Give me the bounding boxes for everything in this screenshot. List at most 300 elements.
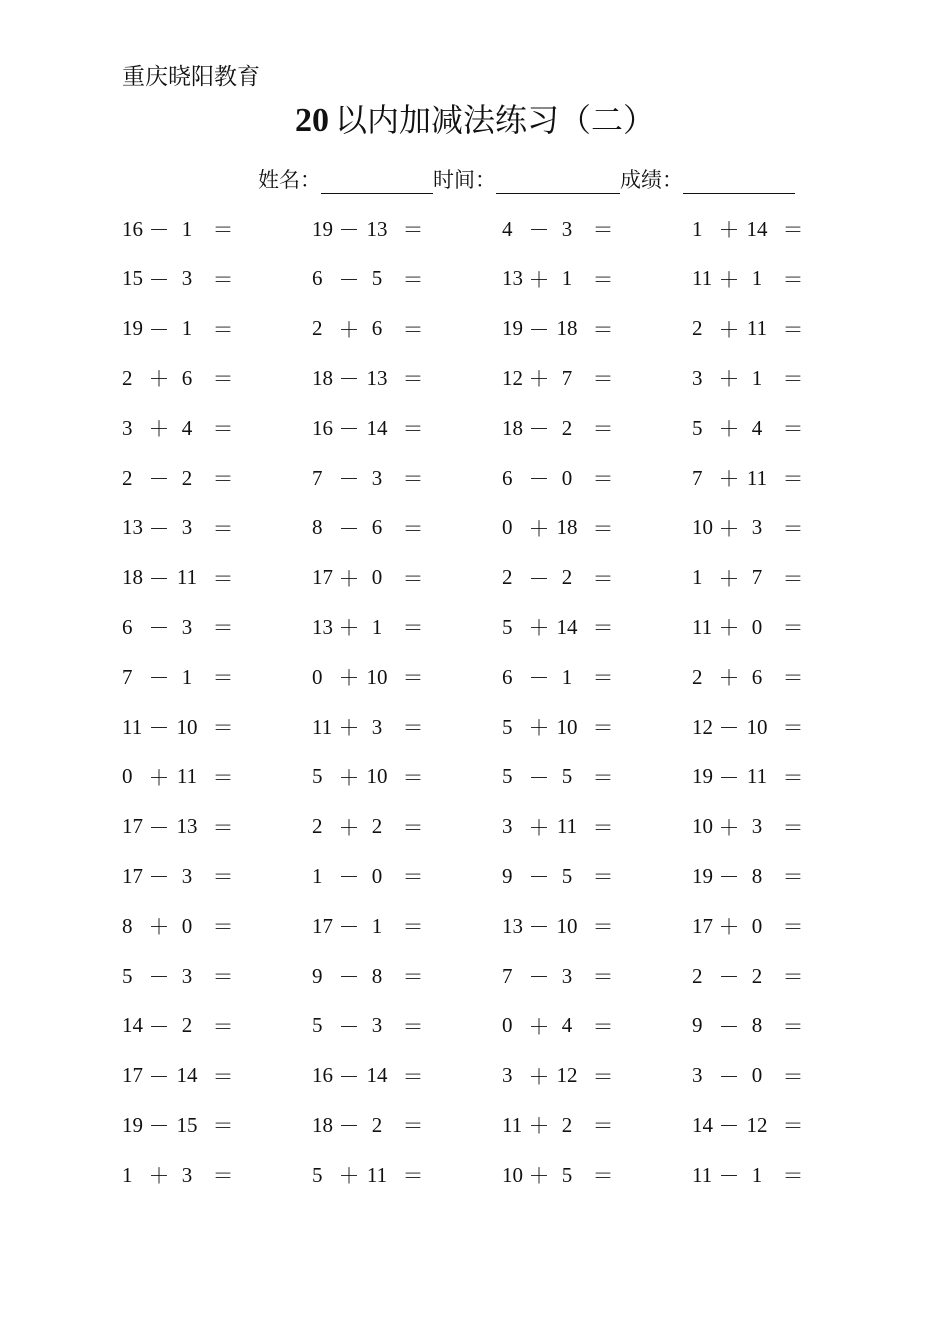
operand-b: 14 — [176, 1063, 198, 1088]
problem — [312, 809, 428, 845]
operand-b: 18 — [556, 316, 578, 341]
operator: － — [338, 417, 360, 442]
problem — [692, 211, 808, 247]
operand-b: 10 — [556, 714, 578, 739]
problem — [122, 858, 238, 894]
problem — [312, 858, 428, 894]
equals-sign: ＝ — [402, 1114, 424, 1139]
equals-sign: ＝ — [402, 566, 424, 591]
problem — [312, 609, 428, 645]
operand-b: 2 — [181, 1013, 193, 1038]
operand-a: 17 — [122, 863, 143, 888]
problem — [502, 908, 618, 944]
operator: － — [148, 516, 170, 541]
operand-a: 11 — [312, 714, 333, 739]
operand-b: 3 — [181, 614, 193, 639]
operator: － — [148, 317, 170, 342]
operand-b: 0 — [181, 913, 193, 938]
equals-sign: ＝ — [592, 267, 614, 292]
equals-sign: ＝ — [592, 915, 614, 940]
operand-a: 12 — [502, 365, 523, 390]
operand-b: 0 — [371, 863, 383, 888]
operator: ＋ — [338, 566, 360, 591]
operand-b: 13 — [366, 216, 388, 241]
equals-sign: ＝ — [402, 815, 424, 840]
operand-a: 17 — [312, 565, 333, 590]
operator: － — [148, 218, 170, 242]
problem-row — [122, 261, 882, 297]
problem-row — [122, 1008, 882, 1044]
operand-b: 1 — [751, 266, 763, 291]
problem — [502, 1107, 618, 1143]
operator: － — [718, 1164, 740, 1189]
operator: ＋ — [338, 666, 360, 691]
operator: － — [338, 467, 360, 491]
equals-sign: ＝ — [402, 516, 424, 541]
operand-b: 0 — [561, 465, 573, 490]
operand-b: 1 — [751, 1162, 763, 1187]
operand-a: 5 — [312, 1162, 323, 1187]
time-blank[interactable] — [496, 171, 620, 194]
organization-name: 重庆晓阳教育 — [122, 64, 260, 90]
operator: － — [148, 1064, 170, 1089]
operand-b: 8 — [371, 963, 383, 988]
problem — [502, 410, 618, 446]
problem — [692, 1157, 808, 1193]
operand-a: 18 — [312, 1112, 333, 1137]
operator: ＋ — [718, 915, 740, 940]
operand-a: 11 — [502, 1112, 523, 1137]
operator: － — [338, 516, 360, 541]
problem-row — [122, 858, 882, 894]
operator: ＋ — [718, 616, 740, 641]
operand-b: 14 — [556, 614, 578, 639]
title-text: 以内加减法练习（二） — [334, 101, 655, 139]
equals-sign: ＝ — [592, 218, 614, 242]
operator: ＋ — [148, 915, 170, 940]
problem — [122, 311, 238, 347]
operand-a: 0 — [312, 664, 323, 689]
problem — [692, 958, 808, 994]
equals-sign: ＝ — [592, 1164, 614, 1189]
operand-a: 7 — [692, 465, 703, 490]
operator: － — [148, 1014, 170, 1039]
operator: ＋ — [338, 716, 360, 740]
operator: － — [528, 915, 550, 940]
equals-sign: ＝ — [402, 317, 424, 342]
operand-b: 11 — [746, 764, 768, 789]
operand-a: 5 — [502, 614, 513, 639]
operator: － — [148, 566, 170, 591]
operator: ＋ — [718, 417, 740, 442]
problem-row — [122, 410, 882, 446]
operator: － — [148, 716, 170, 740]
equals-sign: ＝ — [782, 815, 804, 840]
operand-b: 0 — [371, 565, 383, 590]
operand-a: 17 — [692, 913, 713, 938]
operand-b: 1 — [371, 913, 383, 938]
operator: － — [718, 716, 740, 740]
problem — [122, 211, 238, 247]
problem-row — [122, 809, 882, 845]
problem — [502, 958, 618, 994]
problem — [122, 360, 238, 396]
operand-a: 5 — [692, 415, 703, 440]
operand-b: 6 — [371, 515, 383, 540]
operand-b: 1 — [181, 216, 193, 241]
equals-sign: ＝ — [782, 467, 804, 491]
equals-sign: ＝ — [212, 815, 234, 840]
problem — [692, 1058, 808, 1094]
problem — [122, 510, 238, 546]
problem — [312, 659, 428, 695]
problem-row — [122, 460, 882, 496]
operand-a: 15 — [122, 266, 143, 291]
operator: ＋ — [718, 666, 740, 691]
operator: － — [338, 915, 360, 940]
problem — [692, 560, 808, 596]
equals-sign: ＝ — [592, 467, 614, 491]
operator: － — [528, 566, 550, 591]
equals-sign: ＝ — [782, 516, 804, 541]
operator: － — [338, 965, 360, 989]
operator: ＋ — [718, 218, 740, 242]
operand-a: 2 — [692, 664, 703, 689]
operand-b: 4 — [561, 1013, 573, 1038]
operand-b: 12 — [556, 1063, 578, 1088]
equals-sign: ＝ — [592, 317, 614, 342]
problem — [312, 510, 428, 546]
operator: ＋ — [338, 317, 360, 342]
problem — [122, 908, 238, 944]
operand-b: 6 — [371, 316, 383, 341]
problem — [312, 759, 428, 795]
operand-a: 13 — [502, 913, 523, 938]
operand-b: 2 — [371, 1112, 383, 1137]
problem — [692, 360, 808, 396]
equals-sign: ＝ — [212, 965, 234, 989]
equals-sign: ＝ — [782, 1064, 804, 1089]
equals-sign: ＝ — [592, 1014, 614, 1039]
operator: － — [148, 1114, 170, 1139]
equals-sign: ＝ — [592, 516, 614, 541]
operator: ＋ — [718, 467, 740, 491]
problem — [692, 908, 808, 944]
equals-sign: ＝ — [782, 666, 804, 691]
problem — [312, 1008, 428, 1044]
problem — [502, 261, 618, 297]
operator: ＋ — [338, 765, 360, 790]
problem — [502, 460, 618, 496]
operand-b: 6 — [751, 664, 763, 689]
operand-b: 3 — [181, 863, 193, 888]
operand-a: 5 — [312, 1013, 323, 1038]
problem — [312, 709, 428, 745]
operand-b: 13 — [176, 814, 198, 839]
operand-a: 3 — [692, 365, 703, 390]
equals-sign: ＝ — [592, 865, 614, 890]
operand-a: 13 — [312, 614, 333, 639]
equals-sign: ＝ — [402, 1014, 424, 1039]
operator: － — [528, 467, 550, 491]
operand-a: 18 — [312, 365, 333, 390]
operand-b: 10 — [176, 714, 198, 739]
operand-a: 7 — [502, 963, 513, 988]
operand-a: 11 — [692, 614, 713, 639]
operator: ＋ — [528, 1114, 550, 1139]
operator: － — [528, 765, 550, 790]
operator: ＋ — [338, 815, 360, 840]
problem-row — [122, 1058, 882, 1094]
operand-a: 17 — [312, 913, 333, 938]
equals-sign: ＝ — [402, 367, 424, 392]
operand-b: 0 — [751, 1063, 763, 1088]
problem — [122, 1157, 238, 1193]
operand-b: 13 — [366, 365, 388, 390]
operator: － — [338, 865, 360, 890]
equals-sign: ＝ — [782, 716, 804, 740]
equals-sign: ＝ — [402, 218, 424, 242]
operator: ＋ — [528, 716, 550, 740]
problem — [502, 510, 618, 546]
operand-a: 16 — [312, 415, 333, 440]
operand-b: 5 — [561, 863, 573, 888]
equals-sign: ＝ — [212, 367, 234, 392]
equals-sign: ＝ — [782, 965, 804, 989]
equals-sign: ＝ — [212, 1164, 234, 1189]
operand-a: 19 — [312, 216, 333, 241]
equals-sign: ＝ — [592, 367, 614, 392]
problem — [312, 1107, 428, 1143]
equals-sign: ＝ — [402, 1164, 424, 1189]
operand-b: 3 — [181, 963, 193, 988]
problem-row — [122, 1107, 882, 1143]
operand-a: 14 — [122, 1013, 143, 1038]
problem — [502, 360, 618, 396]
equals-sign: ＝ — [402, 716, 424, 740]
operand-a: 19 — [692, 764, 713, 789]
operand-b: 2 — [751, 963, 763, 988]
operator: － — [148, 616, 170, 641]
operand-a: 1 — [692, 565, 703, 590]
operand-a: 2 — [122, 365, 133, 390]
operand-a: 5 — [502, 714, 513, 739]
problem — [692, 460, 808, 496]
operand-b: 11 — [366, 1162, 388, 1187]
operator: ＋ — [338, 1164, 360, 1189]
problem — [692, 261, 808, 297]
name-blank[interactable] — [321, 171, 433, 194]
operand-a: 0 — [122, 764, 133, 789]
problem — [122, 1008, 238, 1044]
problem — [502, 1157, 618, 1193]
equals-sign: ＝ — [402, 915, 424, 940]
score-label: 成绩： — [620, 168, 683, 192]
problem — [312, 560, 428, 596]
equals-sign: ＝ — [212, 765, 234, 790]
operand-a: 18 — [502, 415, 523, 440]
operand-b: 8 — [751, 863, 763, 888]
problem — [122, 709, 238, 745]
operand-a: 3 — [122, 415, 133, 440]
operator: － — [528, 865, 550, 890]
operand-b: 2 — [561, 565, 573, 590]
operand-a: 13 — [122, 515, 143, 540]
operand-a: 10 — [692, 814, 713, 839]
problem — [692, 311, 808, 347]
problem-row — [122, 360, 882, 396]
equals-sign: ＝ — [212, 267, 234, 292]
operator: ＋ — [718, 815, 740, 840]
problem-row — [122, 659, 882, 695]
problem — [312, 410, 428, 446]
equals-sign: ＝ — [592, 417, 614, 442]
score-blank[interactable] — [683, 171, 795, 194]
operand-a: 1 — [312, 863, 323, 888]
operand-a: 6 — [312, 266, 323, 291]
problem — [692, 858, 808, 894]
operator: － — [338, 218, 360, 242]
operand-a: 10 — [502, 1162, 523, 1187]
problem-row — [122, 609, 882, 645]
problem — [122, 410, 238, 446]
operator: － — [528, 666, 550, 691]
operator: ＋ — [148, 367, 170, 392]
operator: － — [718, 1114, 740, 1139]
operand-b: 11 — [176, 565, 198, 590]
operand-a: 19 — [692, 863, 713, 888]
operator: － — [338, 267, 360, 292]
operand-a: 16 — [122, 216, 143, 241]
operand-b: 1 — [181, 664, 193, 689]
equals-sign: ＝ — [782, 267, 804, 292]
operator: ＋ — [528, 516, 550, 541]
operand-a: 14 — [692, 1112, 713, 1137]
operator: ＋ — [718, 516, 740, 541]
operand-a: 9 — [692, 1013, 703, 1038]
problem — [502, 659, 618, 695]
operator: ＋ — [338, 616, 360, 641]
operator: － — [718, 1014, 740, 1039]
problem — [312, 311, 428, 347]
problem — [122, 1058, 238, 1094]
operand-b: 3 — [561, 963, 573, 988]
operator: ＋ — [528, 1064, 550, 1089]
title-number: 20 — [294, 102, 329, 139]
equals-sign: ＝ — [212, 218, 234, 242]
equals-sign: ＝ — [212, 566, 234, 591]
operand-a: 6 — [502, 465, 513, 490]
problem — [312, 1157, 428, 1193]
problem — [692, 659, 808, 695]
problem — [122, 958, 238, 994]
problem — [312, 958, 428, 994]
equals-sign: ＝ — [592, 616, 614, 641]
operand-a: 12 — [692, 714, 713, 739]
equals-sign: ＝ — [782, 566, 804, 591]
problem — [502, 858, 618, 894]
operator: － — [148, 666, 170, 691]
operand-a: 3 — [692, 1063, 703, 1088]
equals-sign: ＝ — [212, 915, 234, 940]
equals-sign: ＝ — [402, 865, 424, 890]
operand-b: 3 — [371, 465, 383, 490]
equals-sign: ＝ — [402, 616, 424, 641]
problem — [502, 759, 618, 795]
problem — [692, 410, 808, 446]
operator: － — [338, 1114, 360, 1139]
operand-a: 5 — [312, 764, 323, 789]
operand-a: 2 — [122, 465, 133, 490]
problem-row — [122, 958, 882, 994]
operand-b: 11 — [746, 465, 768, 490]
operator: ＋ — [718, 566, 740, 591]
operator: ＋ — [148, 1164, 170, 1189]
operand-b: 11 — [176, 764, 198, 789]
equals-sign: ＝ — [212, 616, 234, 641]
operand-b: 3 — [181, 515, 193, 540]
operand-a: 11 — [692, 1162, 713, 1187]
operator: ＋ — [148, 417, 170, 442]
operand-a: 0 — [502, 515, 513, 540]
operand-b: 10 — [366, 764, 388, 789]
problem — [502, 709, 618, 745]
operand-a: 2 — [312, 316, 323, 341]
operand-a: 8 — [122, 913, 133, 938]
equals-sign: ＝ — [592, 965, 614, 989]
problem — [122, 759, 238, 795]
operand-a: 17 — [122, 814, 143, 839]
operand-a: 3 — [502, 1063, 513, 1088]
problem — [502, 211, 618, 247]
operator: ＋ — [528, 1014, 550, 1039]
operator: － — [148, 467, 170, 491]
equals-sign: ＝ — [782, 417, 804, 442]
operand-b: 2 — [371, 814, 383, 839]
equals-sign: ＝ — [592, 1064, 614, 1089]
operand-a: 11 — [122, 714, 143, 739]
operand-b: 7 — [751, 565, 763, 590]
operand-a: 5 — [122, 963, 133, 988]
problem-row — [122, 211, 882, 247]
equals-sign: ＝ — [592, 765, 614, 790]
problem — [122, 809, 238, 845]
student-info — [258, 166, 795, 194]
operand-a: 18 — [122, 565, 143, 590]
problem-row — [122, 1157, 882, 1193]
equals-sign: ＝ — [782, 616, 804, 641]
equals-sign: ＝ — [782, 367, 804, 392]
operand-b: 14 — [746, 216, 768, 241]
operator: － — [718, 765, 740, 790]
equals-sign: ＝ — [402, 765, 424, 790]
problem — [122, 460, 238, 496]
problem-row — [122, 908, 882, 944]
operand-b: 0 — [751, 614, 763, 639]
problem — [502, 311, 618, 347]
problem — [122, 609, 238, 645]
problem — [122, 1107, 238, 1143]
operand-a: 10 — [692, 515, 713, 540]
operand-b: 3 — [181, 1162, 193, 1187]
operator: ＋ — [528, 616, 550, 641]
operator: － — [148, 965, 170, 989]
operand-b: 5 — [561, 764, 573, 789]
operator: － — [338, 1014, 360, 1039]
problem — [692, 510, 808, 546]
problem — [122, 261, 238, 297]
operator: － — [528, 317, 550, 342]
